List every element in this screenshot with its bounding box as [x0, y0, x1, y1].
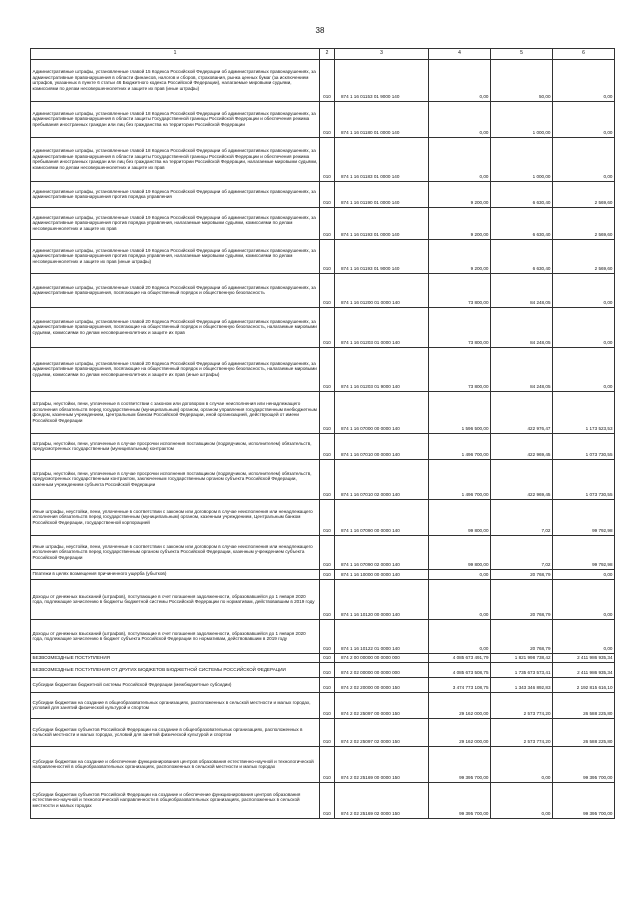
row-plan-cell: 9 200,00: [429, 207, 491, 239]
row-code-cell: 010: [320, 459, 335, 499]
row-name-cell: Административные штрафы, установленные главой 20 Кодекса Российской Федерации об административных правонарушениях, за административные правонарушения, посягающие на общественный порядок и общественную безопасность, налагаемые мировыми судьями, комиссиями по делам несовершеннолетних и защите их прав: [31, 307, 320, 347]
row-code-cell: 010: [320, 619, 335, 653]
row-remaining-cell: 99 792,98: [553, 535, 615, 569]
row-code-cell: 010: [320, 59, 335, 101]
row-name-cell: Субсидии бюджетам бюджетной системы Российской Федерации (межбюджетные субсидии): [31, 677, 320, 692]
row-remaining-cell: 1 073 730,55: [553, 433, 615, 459]
row-remaining-cell: 99 395 700,00: [553, 746, 615, 782]
row-executed-cell: 84 248,05: [491, 273, 553, 307]
row-executed-cell: 20 768,79: [491, 619, 553, 653]
row-name-cell: Административные штрафы, установленные главой 20 Кодекса Российской Федерации об административных правонарушениях, за административные правонарушения, посягающие на общественный порядок и общественную безопасность: [31, 273, 320, 307]
row-remaining-cell: 0,00: [553, 569, 615, 579]
row-code-cell: 010: [320, 347, 335, 391]
row-code-cell: 010: [320, 499, 335, 535]
row-kbk-cell: 874 1 16 01153 01 9000 140: [335, 59, 429, 101]
row-name-cell: БЕЗВОЗМЕЗДНЫЕ ПОСТУПЛЕНИЯ: [31, 653, 320, 662]
row-kbk-cell: 874 2 02 20000 00 0000 150: [335, 677, 429, 692]
row-name-cell: Административные штрафы, установленные главой 18 Кодекса Российской Федерации об административных правонарушениях, за административные правонарушения в области защиты Государственной границы Российской Федерации и обеспечения режима пребывания иностранных граждан или лиц без гражданства на территории Российской Федерации, налагаемые мировыми судьями, комиссиями по делам несовершеннолетних и защите их прав: [31, 137, 320, 181]
row-name-cell: Административные штрафы, установленные главой 15 Кодекса Российской Федерации об административных правонарушениях, за административные правонарушения в области финансов, налогов и сборов, страхования, рынка ценных бумаг (за исключением штрафов, указанных в пункте 6 статьи 46 Бюджетного кодекса Российской Федерации), налагаемые мировыми судьями, комиссиями по делам несовершеннолетних и защите их прав (иные штрафы): [31, 59, 320, 101]
row-code-cell: 010: [320, 782, 335, 818]
row-name-cell: Платежи в целях возмещения причиненного ущерба (убытков): [31, 569, 320, 579]
row-kbk-cell: 874 1 16 07010 02 0000 140: [335, 459, 429, 499]
row-code-cell: 010: [320, 718, 335, 746]
row-remaining-cell: 26 588 225,80: [553, 718, 615, 746]
row-name-cell: Административные штрафы, установленные главой 19 Кодекса Российской Федерации об административных правонарушениях, за административные правонарушения против порядка управления, налагаемые мировыми судьями, комиссиями по делам несовершеннолетних и защите их прав: [31, 207, 320, 239]
row-plan-cell: 99 800,00: [429, 499, 491, 535]
row-code-cell: 010: [320, 207, 335, 239]
table-row: [31, 619, 615, 653]
table-row: [31, 137, 615, 181]
row-remaining-cell: 26 588 225,80: [553, 692, 615, 718]
row-name-cell: Административные штрафы, установленные главой 19 Кодекса Российской Федерации об административных правонарушениях, за административные правонарушения против порядка управления: [31, 181, 320, 207]
row-kbk-cell: 874 1 16 01203 01 0000 140: [335, 307, 429, 347]
row-code-cell: 010: [320, 569, 335, 579]
row-kbk-cell: 874 1 16 07090 02 0000 140: [335, 535, 429, 569]
row-name-cell: Субсидии бюджетам на создание и обеспечение функционирования центров образования естественно-научной и технологической направленностей в общеобразовательных организациях, расположенных в сельской местности и малых городах: [31, 746, 320, 782]
row-remaining-cell: 2 192 815 616,10: [553, 677, 615, 692]
table-header-row: [31, 49, 615, 60]
row-remaining-cell: 0,00: [553, 59, 615, 101]
page-number: 38: [315, 26, 325, 35]
table-row: [31, 746, 615, 782]
row-executed-cell: 7,02: [491, 535, 553, 569]
row-executed-cell: 1 000,00: [491, 137, 553, 181]
row-name-cell: Административные штрафы, установленные главой 18 Кодекса Российской Федерации об административных правонарушениях, за административные правонарушения в области защиты Государственной границы Российской Федерации и обеспечения режима пребывания иностранных граждан или лиц без гражданства на территории Российской Федерации: [31, 101, 320, 137]
row-code-cell: 010: [320, 433, 335, 459]
row-remaining-cell: 2 411 986 935,34: [553, 662, 615, 677]
row-name-cell: Субсидии бюджетам субъектов Российской Федерации на создание в общеобразовательных организациях, расположенных в сельской местности и малых городах, условий для занятий физической культурой и спортом: [31, 718, 320, 746]
table-row: [31, 579, 615, 619]
row-executed-cell: 6 630,40: [491, 207, 553, 239]
row-executed-cell: 1 821 998 738,42: [491, 653, 553, 662]
column-header: 3: [335, 49, 429, 60]
table-row: [31, 239, 615, 273]
row-kbk-cell: 874 1 16 07090 00 0000 140: [335, 499, 429, 535]
table-row: [31, 273, 615, 307]
row-code-cell: 010: [320, 692, 335, 718]
row-code-cell: 010: [320, 535, 335, 569]
row-executed-cell: 422 969,45: [491, 433, 553, 459]
row-kbk-cell: 874 1 16 10122 01 0000 140: [335, 619, 429, 653]
row-kbk-cell: 874 1 16 01193 01 9000 140: [335, 239, 429, 273]
column-header: 6: [553, 49, 615, 60]
column-header: 2: [320, 49, 335, 60]
table-row: [31, 433, 615, 459]
row-remaining-cell: 2 411 986 935,34: [553, 653, 615, 662]
row-remaining-cell: 99 395 700,00: [553, 782, 615, 818]
table-row: [31, 307, 615, 347]
row-plan-cell: 29 162 000,00: [429, 692, 491, 718]
table-row: [31, 677, 615, 692]
row-code-cell: 010: [320, 391, 335, 433]
row-name-cell: Доходы от денежных взысканий (штрафов), поступающие в счет погашения задолженности, образовавшейся до 1 января 2020 года, подлежащие зачислению в бюджет субъекта Российской Федерации по нормативам, действовавшим в 2019 году: [31, 619, 320, 653]
row-remaining-cell: 0,00: [553, 101, 615, 137]
row-remaining-cell: 0,00: [553, 307, 615, 347]
row-remaining-cell: 99 792,98: [553, 499, 615, 535]
row-plan-cell: 99 800,00: [429, 535, 491, 569]
row-plan-cell: 0,00: [429, 579, 491, 619]
row-code-cell: 010: [320, 653, 335, 662]
row-executed-cell: 1 735 673 573,41: [491, 662, 553, 677]
row-code-cell: 010: [320, 579, 335, 619]
row-plan-cell: 73 800,00: [429, 307, 491, 347]
row-code-cell: 010: [320, 273, 335, 307]
row-code-cell: 010: [320, 662, 335, 677]
table-row: [31, 181, 615, 207]
row-name-cell: Административные штрафы, установленные главой 20 Кодекса Российской Федерации об административных правонарушениях, за административные правонарушения, посягающие на общественный порядок и общественную безопасность, налагаемые мировыми судьями, комиссиями по делам несовершеннолетних и защите их прав (иные штрафы): [31, 347, 320, 391]
row-executed-cell: 422 976,47: [491, 391, 553, 433]
row-executed-cell: 84 248,05: [491, 347, 553, 391]
row-code-cell: 010: [320, 677, 335, 692]
row-kbk-cell: 874 2 02 25169 02 0000 150: [335, 782, 429, 818]
row-name-cell: Доходы от денежных взысканий (штрафов), поступающие в счет погашения задолженности, образовавшейся до 1 января 2020 года, подлежащие зачислению в бюджеты бюджетной системы Российской Федерации по нормативам, действовавшим в 2019 году: [31, 579, 320, 619]
row-kbk-cell: 874 1 16 01203 01 9000 140: [335, 347, 429, 391]
row-executed-cell: 1 000,00: [491, 101, 553, 137]
row-code-cell: 010: [320, 307, 335, 347]
row-remaining-cell: 1 073 730,55: [553, 459, 615, 499]
row-executed-cell: 50,00: [491, 59, 553, 101]
column-header: 4: [429, 49, 491, 60]
row-remaining-cell: 2 569,60: [553, 239, 615, 273]
column-header: 5: [491, 49, 553, 60]
table-row: [31, 662, 615, 677]
row-plan-cell: 1 496 700,00: [429, 459, 491, 499]
row-name-cell: БЕЗВОЗМЕЗДНЫЕ ПОСТУПЛЕНИЯ ОТ ДРУГИХ БЮДЖЕТОВ БЮДЖЕТНОЙ СИСТЕМЫ РОССИЙСКОЙ ФЕДЕРАЦИИ: [31, 662, 320, 677]
row-kbk-cell: 874 1 16 01180 01 0000 140: [335, 101, 429, 137]
row-code-cell: 010: [320, 746, 335, 782]
row-executed-cell: 7,02: [491, 499, 553, 535]
row-plan-cell: 0,00: [429, 569, 491, 579]
row-plan-cell: 99 395 700,00: [429, 746, 491, 782]
row-executed-cell: 6 630,40: [491, 181, 553, 207]
row-kbk-cell: 874 1 16 07010 00 0000 140: [335, 433, 429, 459]
row-remaining-cell: 0,00: [553, 579, 615, 619]
table-row: [31, 459, 615, 499]
row-kbk-cell: 874 2 02 25097 02 0000 150: [335, 718, 429, 746]
row-kbk-cell: 874 1 16 01193 01 0000 140: [335, 207, 429, 239]
row-name-cell: Штрафы, неустойки, пени, уплаченные в случае просрочки исполнения поставщиком (подрядчиком, исполнителем) обязательств, предусмотренных государственным контрактом, заключенным государственным органом субъекта Российской Федерации, казенным учреждением субъекта Российской Федерации: [31, 459, 320, 499]
row-kbk-cell: 874 1 16 07000 00 0000 140: [335, 391, 429, 433]
row-name-cell: Штрафы, неустойки, пени, уплаченные в случае просрочки исполнения поставщиком (подрядчиком, исполнителем) обязательств, предусмотренных государственным (муниципальным) контрактом: [31, 433, 320, 459]
row-plan-cell: 0,00: [429, 59, 491, 101]
row-plan-cell: 9 200,00: [429, 239, 491, 273]
table-row: [31, 391, 615, 433]
row-kbk-cell: 874 2 02 00000 00 0000 000: [335, 662, 429, 677]
row-executed-cell: 6 630,40: [491, 239, 553, 273]
row-name-cell: Иные штрафы, неустойки, пени, уплаченные в соответствии с законом или договором в случае неисполнения или ненадлежащего исполнения обязательств перед государственным органом субъекта Российской Федерации, казенным учреждением субъекта Российской Федерации: [31, 535, 320, 569]
row-plan-cell: 73 800,00: [429, 347, 491, 391]
row-plan-cell: 4 085 673 491,79: [429, 653, 491, 662]
row-executed-cell: 422 969,45: [491, 459, 553, 499]
row-kbk-cell: 874 2 02 25169 00 0000 150: [335, 746, 429, 782]
row-name-cell: Субсидии бюджетам на создание в общеобразовательных организациях, расположенных в сельской местности и малых городах, условий для занятий физической культурой и спортом: [31, 692, 320, 718]
row-executed-cell: 0,00: [491, 746, 553, 782]
table-row: [31, 569, 615, 579]
table-row: [31, 692, 615, 718]
table-row: [31, 101, 615, 137]
row-executed-cell: 1 343 346 892,83: [491, 677, 553, 692]
row-plan-cell: 73 800,00: [429, 273, 491, 307]
row-plan-cell: 29 162 000,00: [429, 718, 491, 746]
row-plan-cell: 0,00: [429, 101, 491, 137]
row-plan-cell: 1 496 700,00: [429, 433, 491, 459]
row-plan-cell: 4 085 673 508,75: [429, 662, 491, 677]
row-plan-cell: 9 200,00: [429, 181, 491, 207]
row-code-cell: 010: [320, 239, 335, 273]
row-name-cell: Административные штрафы, установленные главой 19 Кодекса Российской Федерации об административных правонарушениях, за административные правонарушения против порядка управления, налагаемые мировыми судьями, комиссиями по делам несовершеннолетних и защите их прав (иные штрафы): [31, 239, 320, 273]
row-remaining-cell: 2 569,60: [553, 207, 615, 239]
row-kbk-cell: 874 2 02 25097 00 0000 150: [335, 692, 429, 718]
table-row: [31, 347, 615, 391]
row-name-cell: Штрафы, неустойки, пени, уплаченные в соответствии с законом или договором в случае неисполнения или ненадлежащего исполнения обязательств перед государственным (муниципальным) органом, органом управления государственным внебюджетным фондом, казенным учреждением, Центральным банком Российской Федерации, иной организацией, действующей от имени Российской Федерации: [31, 391, 320, 433]
row-kbk-cell: 874 2 00 00000 00 0000 000: [335, 653, 429, 662]
table-row: [31, 718, 615, 746]
table-row: [31, 499, 615, 535]
row-kbk-cell: 874 1 16 01200 01 0000 140: [335, 273, 429, 307]
row-executed-cell: 84 248,05: [491, 307, 553, 347]
row-executed-cell: 2 573 774,20: [491, 692, 553, 718]
row-plan-cell: 1 596 500,00: [429, 391, 491, 433]
row-plan-cell: 3 474 773 108,75: [429, 677, 491, 692]
row-remaining-cell: 0,00: [553, 137, 615, 181]
row-remaining-cell: 0,00: [553, 347, 615, 391]
row-remaining-cell: 0,00: [553, 619, 615, 653]
row-executed-cell: 20 768,79: [491, 579, 553, 619]
row-code-cell: 010: [320, 101, 335, 137]
row-plan-cell: 0,00: [429, 137, 491, 181]
row-plan-cell: 0,00: [429, 619, 491, 653]
table-row: [31, 535, 615, 569]
budget-revenue-table: [30, 48, 615, 819]
row-executed-cell: 20 768,79: [491, 569, 553, 579]
row-executed-cell: 2 573 774,20: [491, 718, 553, 746]
row-kbk-cell: 874 1 16 10120 00 0000 140: [335, 579, 429, 619]
row-remaining-cell: 2 569,60: [553, 181, 615, 207]
row-code-cell: 010: [320, 137, 335, 181]
table-row: [31, 59, 615, 101]
row-kbk-cell: 874 1 16 10000 00 0000 140: [335, 569, 429, 579]
table-row: [31, 782, 615, 818]
row-kbk-cell: 874 1 16 01190 01 0000 140: [335, 181, 429, 207]
row-kbk-cell: 874 1 16 01183 01 0000 140: [335, 137, 429, 181]
row-remaining-cell: 0,00: [553, 273, 615, 307]
row-code-cell: 010: [320, 181, 335, 207]
row-remaining-cell: 1 173 523,53: [553, 391, 615, 433]
row-executed-cell: 0,00: [491, 782, 553, 818]
table-row: [31, 653, 615, 662]
table-row: [31, 207, 615, 239]
row-plan-cell: 99 395 700,00: [429, 782, 491, 818]
column-header: 1: [31, 49, 320, 60]
row-name-cell: Иные штрафы, неустойки, пени, уплаченные в соответствии с законом или договором в случае неисполнения или ненадлежащего исполнения обязательств перед государственным (муниципальным) органом, казенным учреждением, Центральным банком Российской Федерации, государственной корпорацией: [31, 499, 320, 535]
row-name-cell: Субсидии бюджетам субъектов Российской Федерации на создание и обеспечение функционирования центров образования естественно-научной и технологической направленности в общеобразовательных организациях, расположенных в сельской местности и малых городах: [31, 782, 320, 818]
